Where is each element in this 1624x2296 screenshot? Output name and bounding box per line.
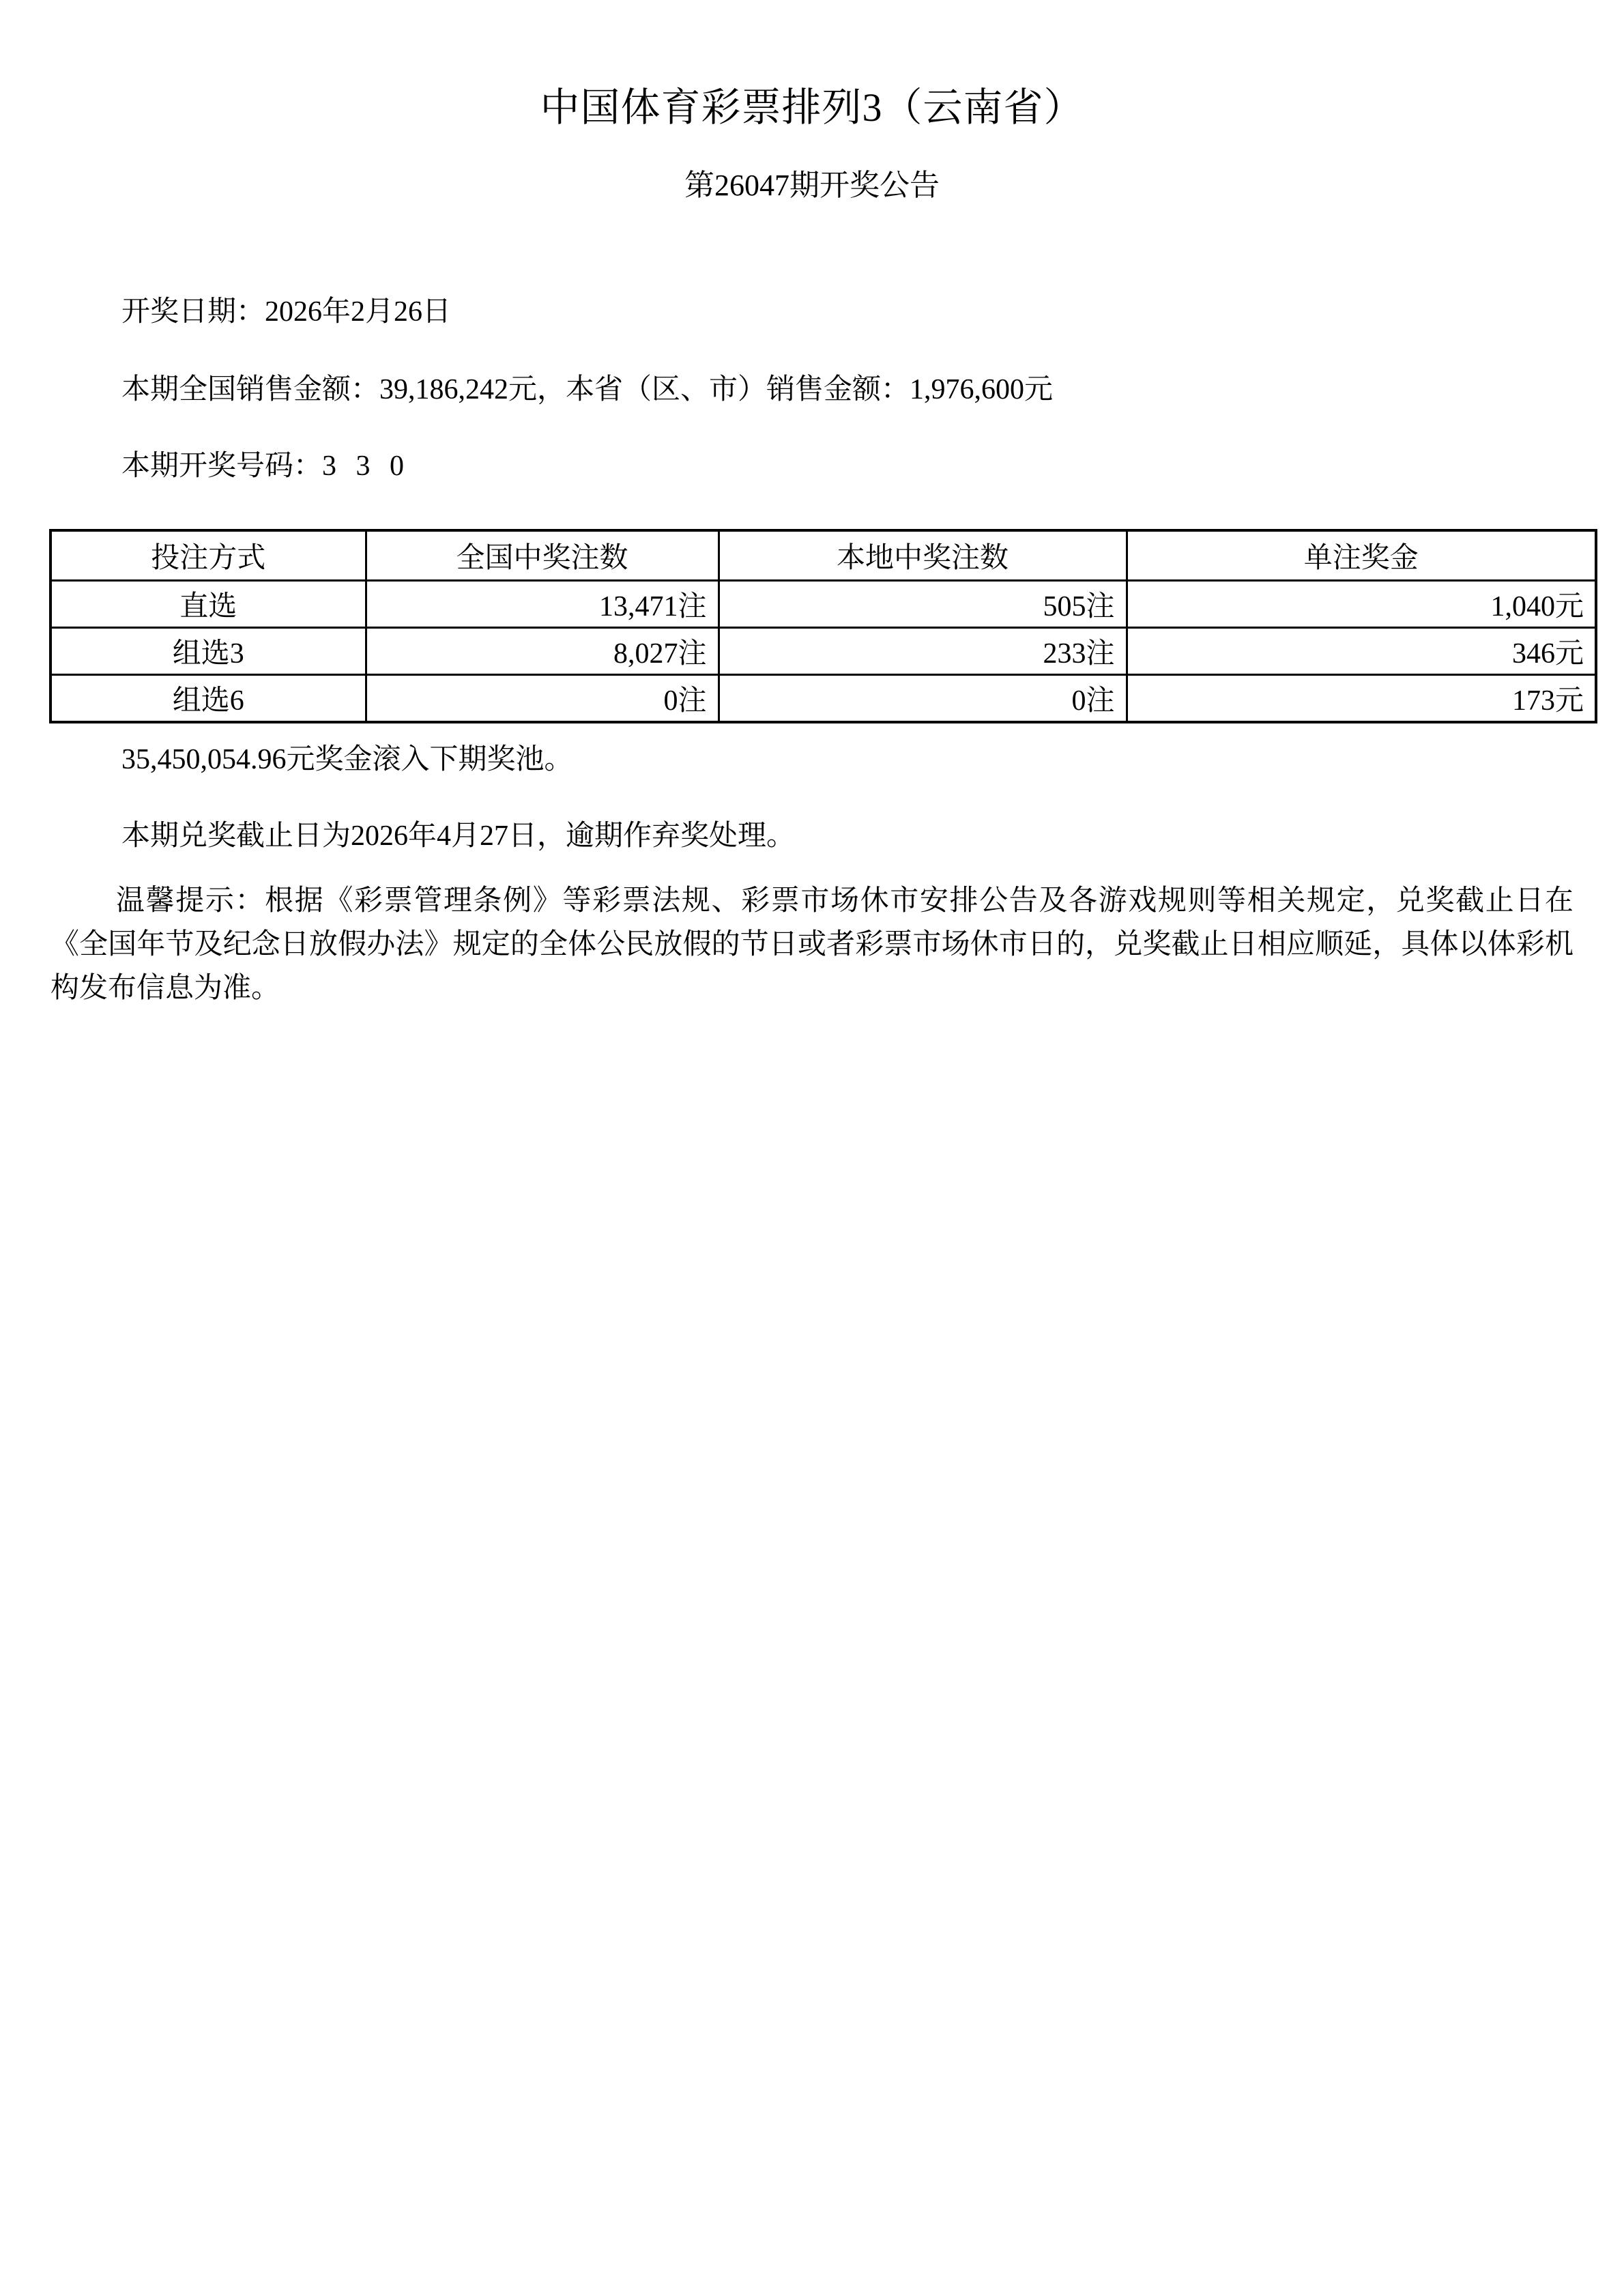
cell-national-winners: 0注: [366, 675, 719, 723]
sales-amount-line: 本期全国销售金额：39,186,242元，本省（区、市）销售金额：1,976,600元: [121, 374, 1054, 405]
draw-date-line: 开奖日期：2026年2月26日: [121, 296, 452, 328]
cell-local-winners: 505注: [719, 581, 1127, 628]
cell-prize-amount: 346元: [1127, 628, 1596, 675]
prize-table-header-row: [50, 530, 1596, 581]
cell-prize-amount: 1,040元: [1127, 581, 1596, 628]
header-local-winners: 本地中奖注数: [719, 530, 1127, 581]
winning-numbers-label: 本期开奖号码：: [121, 450, 323, 482]
deadline-note: 本期兑奖截止日为2026年4月27日，逾期作弃奖处理。: [121, 820, 796, 852]
winning-numbers-line: [121, 450, 404, 483]
prize-table: [49, 529, 1597, 723]
header-bet-method: 投注方式: [50, 530, 366, 581]
cell-national-winners: 13,471注: [366, 581, 719, 628]
cell-national-winners: 8,027注: [366, 628, 719, 675]
cell-prize-amount: 173元: [1127, 675, 1596, 723]
cell-local-winners: 0注: [719, 675, 1127, 723]
table-row: [50, 628, 1596, 675]
winning-numbers-value: 3 3 0: [322, 450, 405, 482]
cell-bet-method: 直选: [50, 581, 366, 628]
table-row: [50, 675, 1596, 723]
cell-bet-method: 组选6: [50, 675, 366, 723]
cell-bet-method: 组选3: [50, 628, 366, 675]
tips-paragraph: 温馨提示：根据《彩票管理条例》等彩票法规、彩票市场休市安排公告及各游戏规则等相关规定，兑奖截止日在《全国年节及纪念日放假办法》规定的全体公民放假的节日或者彩票市场休市日的，兑奖截止日相应顺延，具体以体彩机构发布信息为准。: [50, 885, 1574, 1004]
cell-local-winners: 233注: [719, 628, 1127, 675]
issue-subtitle: 第26047期开奖公告: [684, 169, 940, 202]
page-title: 中国体育彩票排列3（云南省）: [540, 85, 1084, 130]
table-row: [50, 581, 1596, 628]
rollover-note: 35,450,054.96元奖金滚入下期奖池。: [121, 744, 573, 775]
header-national-winners: 全国中奖注数: [366, 530, 719, 581]
header-prize-per-bet: 单注奖金: [1127, 530, 1596, 581]
